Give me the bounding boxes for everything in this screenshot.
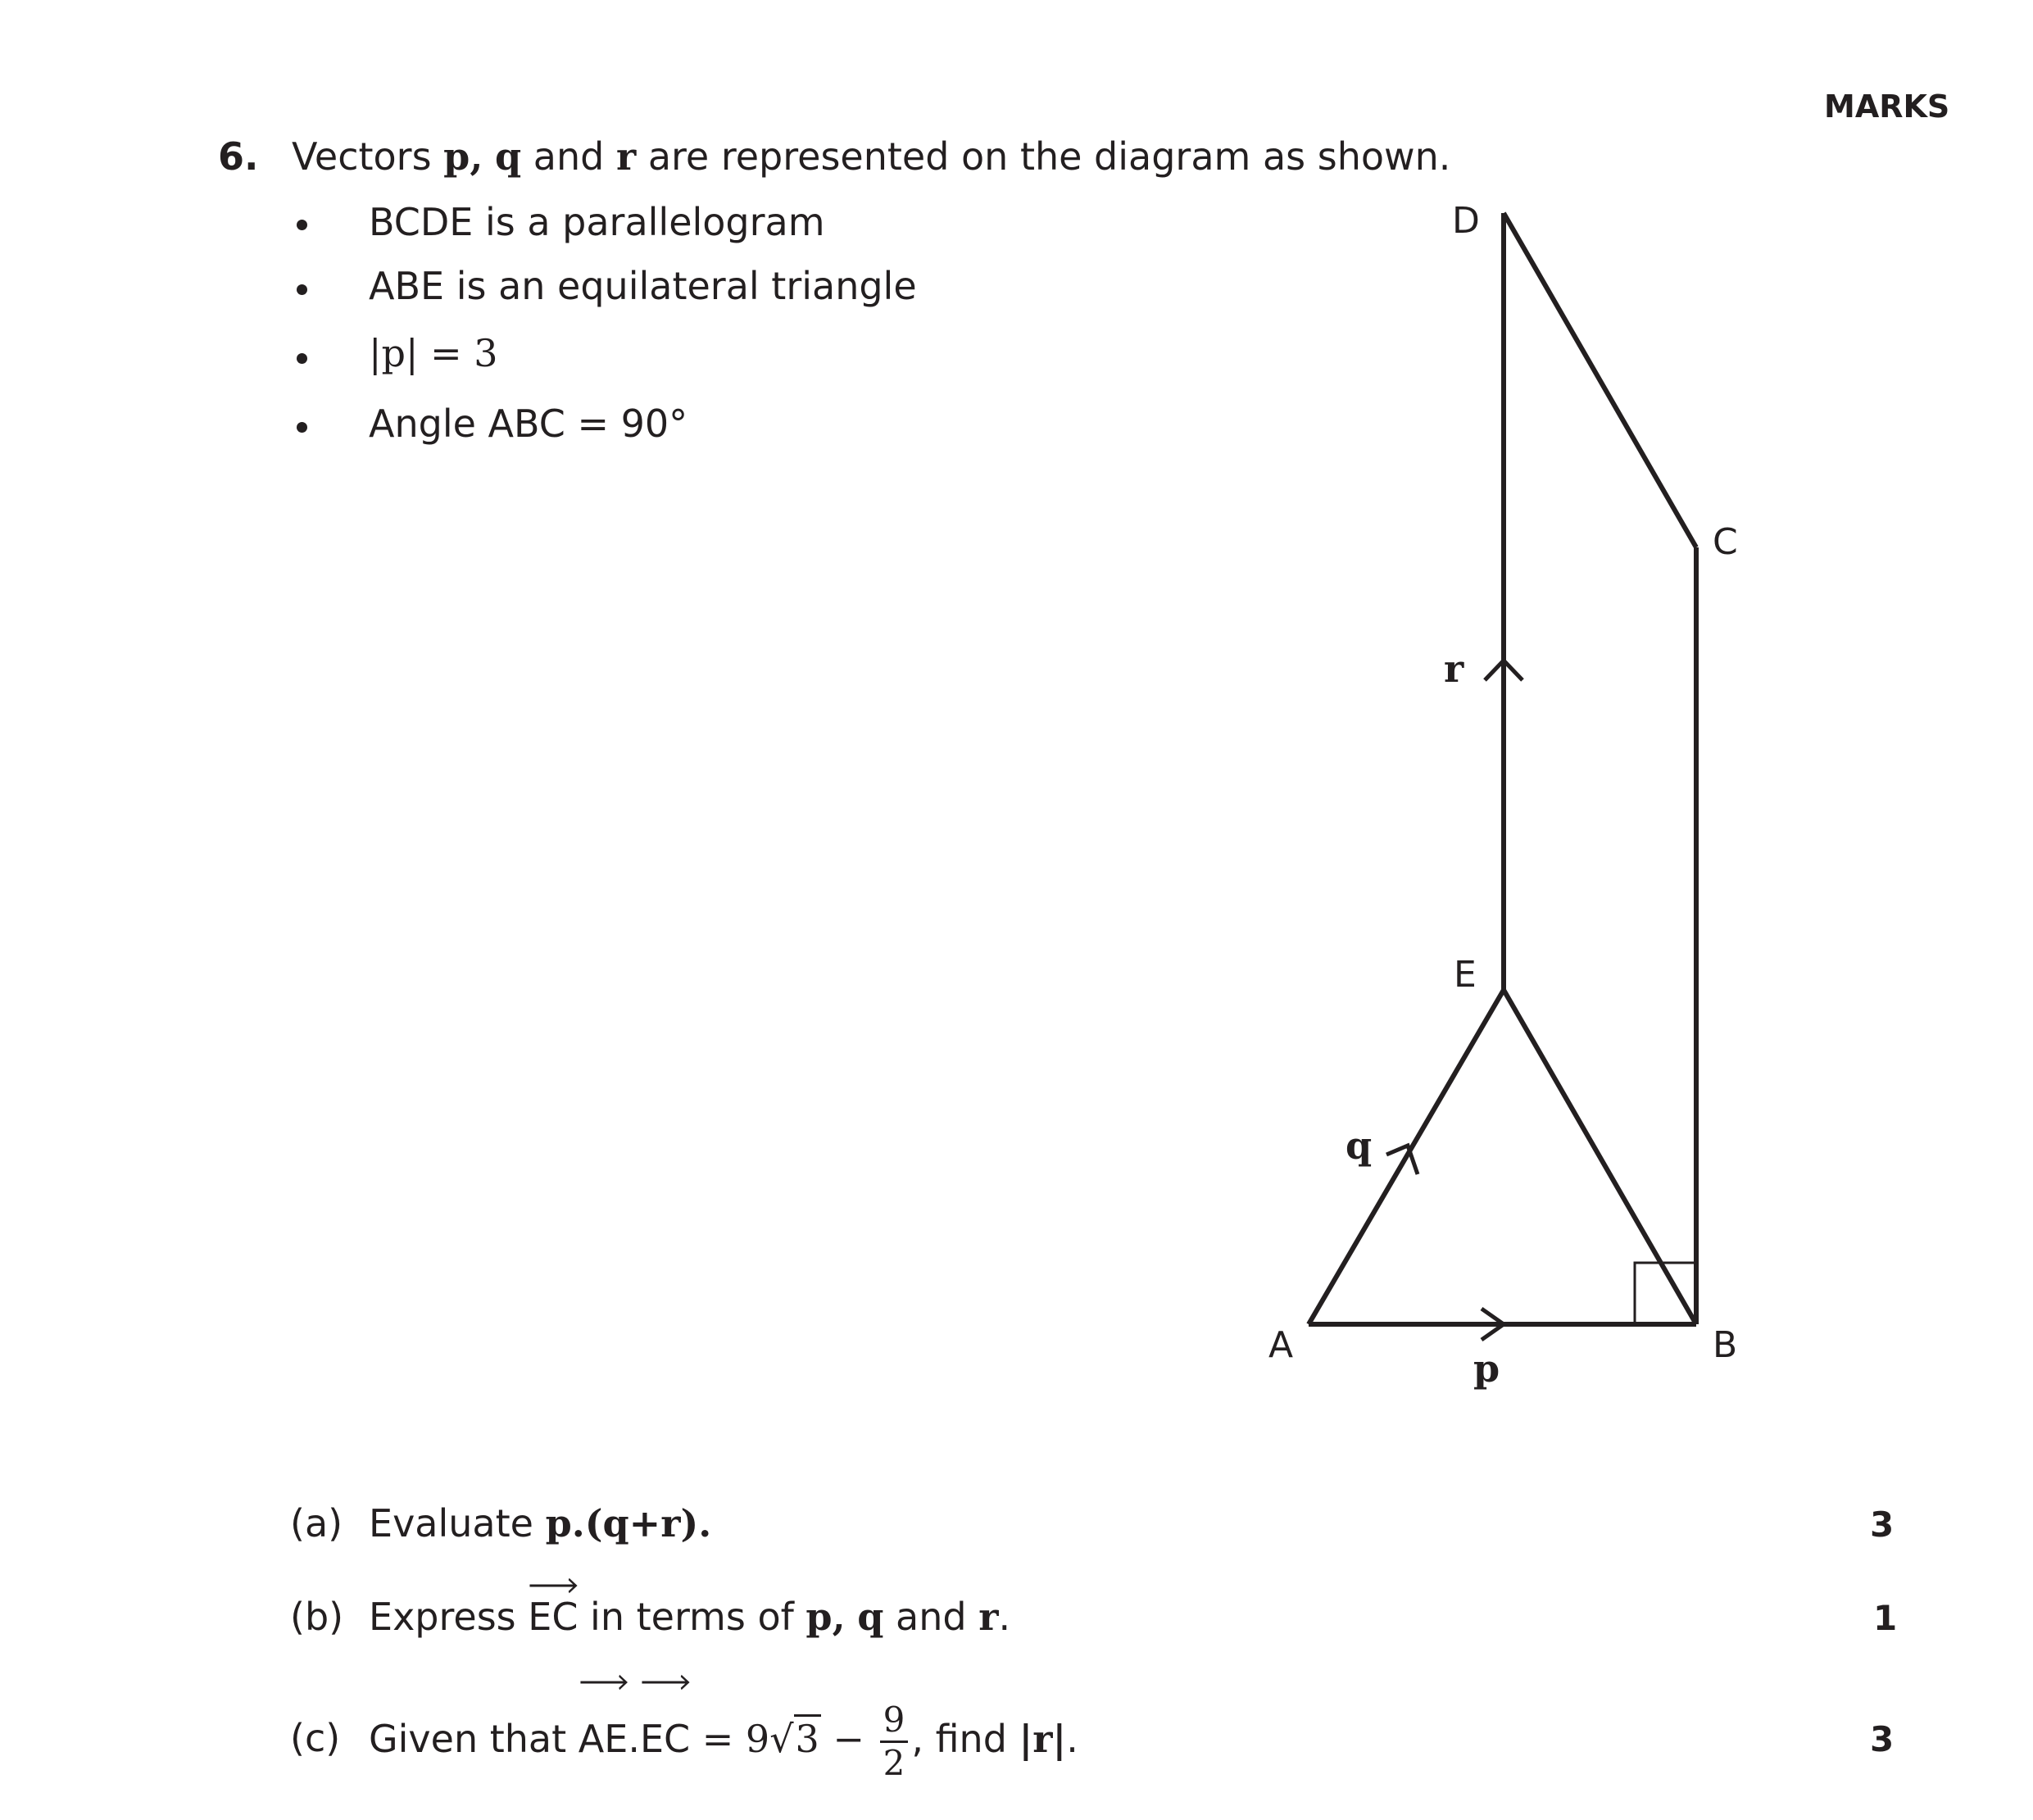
part-c-post: , find xyxy=(911,1717,1019,1761)
part-b-comma: , xyxy=(832,1595,846,1639)
label-B: B xyxy=(1713,1324,1738,1366)
part-a-expression: p.(q+r). xyxy=(545,1501,712,1545)
label-A: A xyxy=(1268,1324,1294,1366)
part-c-end: . xyxy=(1066,1717,1078,1761)
intro-and: and xyxy=(521,134,616,179)
part-a-text xyxy=(369,1501,711,1545)
intro-comma: , xyxy=(470,134,483,179)
fraction-denominator: 2 xyxy=(883,1743,905,1783)
fraction-numerator: 9 xyxy=(880,1703,909,1743)
part-b-q: q xyxy=(857,1595,884,1639)
part-c-coefficient: 9 xyxy=(745,1717,770,1761)
question-number: 6. xyxy=(218,134,259,179)
bullet-magnitude-p: |p| = 3 xyxy=(369,331,498,375)
part-b-marks: 1 xyxy=(1873,1598,1898,1638)
part-c-marks: 3 xyxy=(1870,1719,1895,1759)
part-c-minus: − xyxy=(820,1717,877,1761)
part-b-end: . xyxy=(998,1595,1011,1639)
vector-q: q xyxy=(494,134,522,179)
edge-C-D xyxy=(1504,213,1696,547)
part-a-pre: Evaluate xyxy=(369,1501,546,1545)
part-b-mid: in terms of xyxy=(578,1595,806,1639)
part-c-equals: = xyxy=(690,1717,746,1761)
label-vector-q: q xyxy=(1346,1123,1373,1168)
part-c-pre: Given that xyxy=(369,1717,579,1761)
part-b-p: p xyxy=(805,1595,833,1639)
part-a-label: (a) xyxy=(290,1501,343,1545)
marks-header: MARKS xyxy=(1824,89,1950,125)
part-c-dot: . xyxy=(628,1717,640,1761)
part-c-label: (c) xyxy=(290,1716,341,1760)
vector-EC-text: EC xyxy=(639,1717,691,1761)
edge-A-E xyxy=(1309,990,1504,1324)
part-b-pre: Express xyxy=(369,1595,529,1639)
bullet-parallelogram: BCDE is a parallelogram xyxy=(369,200,825,244)
label-D: D xyxy=(1452,200,1480,242)
radicand: 3 xyxy=(794,1714,821,1761)
vector-arrow-icon xyxy=(579,1673,629,1691)
vector-AE-text: AE xyxy=(578,1717,629,1761)
part-a-marks: 3 xyxy=(1870,1505,1895,1545)
vector-AE xyxy=(579,1691,629,1786)
label-C: C xyxy=(1713,521,1738,563)
part-b-and: and xyxy=(883,1595,979,1639)
edge-E-B xyxy=(1504,990,1696,1324)
bullet-equilateral: ABE is an equilateral triangle xyxy=(369,264,917,308)
label-vector-r: r xyxy=(1444,647,1464,691)
vector-EC xyxy=(640,1691,690,1786)
vector-EC-text: EC xyxy=(528,1595,579,1639)
square-root: √3 xyxy=(769,1691,821,1786)
part-b-label: (b) xyxy=(290,1595,344,1639)
part-b-r: r xyxy=(978,1595,999,1639)
intro-post: are represented on the diagram as shown. xyxy=(636,134,1451,179)
vector-EC xyxy=(528,1595,578,1639)
vector-arrow-icon xyxy=(640,1673,690,1691)
bullet-angle: Angle ABC = 90° xyxy=(369,402,688,446)
fraction-nine-halves xyxy=(880,1700,909,1783)
part-c-magnitude-r: |r| xyxy=(1019,1717,1067,1761)
label-E: E xyxy=(1454,954,1477,996)
vector-p: p xyxy=(443,134,470,179)
part-b-text xyxy=(369,1595,1010,1639)
vector-r: r xyxy=(615,134,637,179)
vector-arrow-icon xyxy=(528,1577,578,1595)
part-c-text xyxy=(369,1691,1078,1786)
label-vector-p: p xyxy=(1473,1346,1500,1391)
intro-pre: Vectors xyxy=(292,134,444,179)
